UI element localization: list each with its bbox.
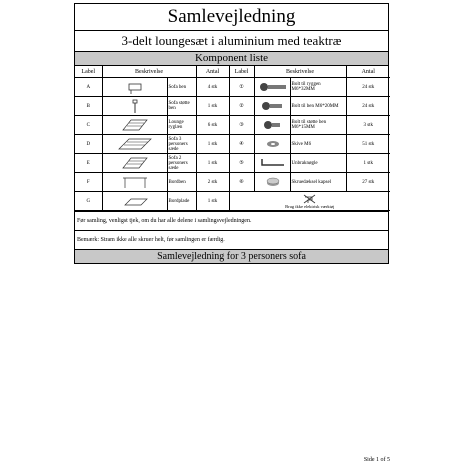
part-label: G	[75, 192, 102, 211]
part-description: Bordplade	[167, 192, 196, 211]
sofa-leg-icon	[102, 78, 167, 97]
part-label: ⑤	[229, 154, 254, 173]
backrest-frame-icon	[102, 116, 167, 135]
part-qty: 2 stk	[196, 173, 229, 192]
part-description: Bolt til ben M6*20MM	[290, 97, 346, 116]
part-qty: 1 stk	[196, 135, 229, 154]
tighten-note: Bemærk: Stram ikke alle skruer helt, før samlingen er færdig.	[75, 230, 388, 249]
label-column-header: Label	[229, 66, 254, 78]
allen-key-icon	[254, 154, 290, 173]
short-bolt-icon	[254, 97, 290, 116]
label-column-header: Label	[75, 66, 102, 78]
part-label: ③	[229, 116, 254, 135]
tool-warning-cell	[229, 192, 390, 211]
part-description: Sofa 3 personers sæde	[167, 135, 196, 154]
part-qty: 51 stk	[346, 135, 390, 154]
small-bolt-icon	[254, 116, 290, 135]
part-description: Bordben	[167, 173, 196, 192]
part-qty: 1 stk	[196, 97, 229, 116]
page-subtitle: 3-delt loungesæt i aluminium med teaktræ	[75, 31, 388, 52]
table-header-row	[75, 66, 390, 78]
table-row	[75, 192, 390, 211]
part-label: B	[75, 97, 102, 116]
part-description: Lounge ryglæn	[167, 116, 196, 135]
description-column-header: Beskrivelse	[254, 66, 346, 78]
part-description: Sofa ben	[167, 78, 196, 97]
part-label: C	[75, 116, 102, 135]
section-heading: Samlevejledning for 3 personers sofa	[75, 249, 388, 263]
qty-column-header: Antal	[346, 66, 390, 78]
part-description: Sofa 2 personers sæde	[167, 154, 196, 173]
part-description: Bolt til ryggen M6*32MM	[290, 78, 346, 97]
part-label: ①	[229, 78, 254, 97]
washer-icon	[254, 135, 290, 154]
part-qty: 6 stk	[196, 116, 229, 135]
table-row	[75, 116, 390, 135]
part-label: E	[75, 154, 102, 173]
component-table	[75, 66, 390, 211]
part-label: ⑥	[229, 173, 254, 192]
part-qty: 24 stk	[346, 78, 390, 97]
two-seat-frame-icon	[102, 154, 167, 173]
no-power-tool-icon	[303, 194, 317, 204]
component-list-header: Komponent liste	[75, 52, 388, 66]
part-qty: 1 stk	[196, 154, 229, 173]
part-label: ④	[229, 135, 254, 154]
part-qty: 4 stk	[196, 78, 229, 97]
screw-cap-icon	[254, 173, 290, 192]
table-row	[75, 97, 390, 116]
part-label: ②	[229, 97, 254, 116]
part-qty: 27 stk	[346, 173, 390, 192]
part-description: Sofa støtte ben	[167, 97, 196, 116]
table-row	[75, 154, 390, 173]
qty-column-header: Antal	[196, 66, 229, 78]
instruction-sheet	[74, 3, 389, 264]
part-description: Unbraknøgle	[290, 154, 346, 173]
tabletop-icon	[102, 192, 167, 211]
part-label: A	[75, 78, 102, 97]
check-parts-note: Før samling, venligst tjek, om du har alle delene i samlingsvejledningen.	[75, 211, 388, 230]
support-leg-icon	[102, 97, 167, 116]
part-description: Bolt til støtte ben M6*15MM	[290, 116, 346, 135]
long-bolt-icon	[254, 78, 290, 97]
table-leg-icon	[102, 173, 167, 192]
part-description: Skruedæksel kapsel	[290, 173, 346, 192]
part-description: Skive M6	[290, 135, 346, 154]
page-number: Side 1 of 5	[363, 457, 390, 463]
part-label: F	[75, 173, 102, 192]
description-column-header: Beskrivelse	[102, 66, 196, 78]
three-seat-frame-icon	[102, 135, 167, 154]
table-row	[75, 173, 390, 192]
table-row	[75, 135, 390, 154]
table-row	[75, 78, 390, 97]
part-qty: 24 stk	[346, 97, 390, 116]
part-qty: 1 stk	[196, 192, 229, 211]
tool-note: Brug ikke elektrisk værktøj	[285, 203, 335, 209]
part-label: D	[75, 135, 102, 154]
part-qty: 1 stk	[346, 154, 390, 173]
part-qty: 3 stk	[346, 116, 390, 135]
page-title: Samlevejledning	[75, 4, 388, 31]
